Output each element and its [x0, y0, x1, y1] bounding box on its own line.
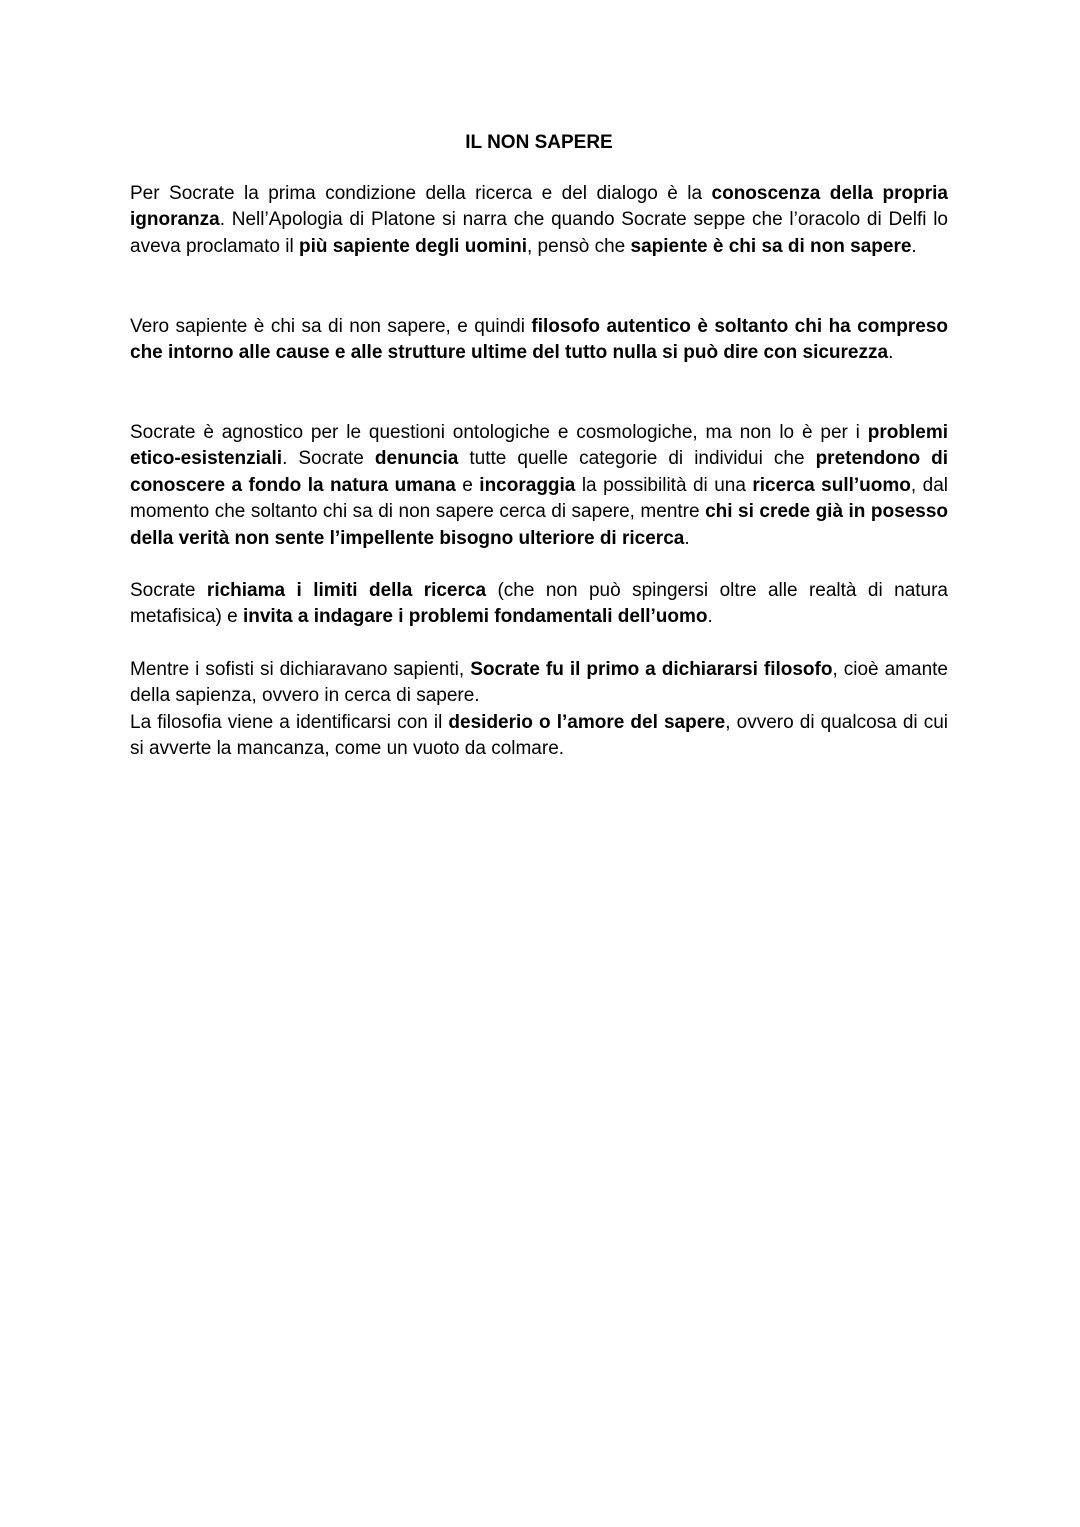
- text-run: la possibilità di una: [575, 474, 753, 496]
- text-run: . Nell’Apologia di Platone si narra che quando Socrate seppe che l’oracolo di Delfi lo aveva proclamato il: [130, 209, 948, 257]
- text-run: Socrate: [130, 580, 207, 601]
- paragraph-agnostic: [130, 420, 948, 552]
- paragraph-desire: [130, 710, 948, 763]
- document-title: IL NON SAPERE: [465, 132, 613, 153]
- bold-text-run: richiama i limiti della ricerca: [206, 580, 487, 601]
- bold-text-run: più sapiente degli uomini: [298, 235, 527, 257]
- bold-text-run: desiderio o l’amore del sapere: [448, 712, 726, 733]
- text-run: Per Socrate la prima condizione della ricerca e del dialogo è la: [130, 183, 712, 204]
- text-run: e: [455, 474, 480, 496]
- text-run: Socrate è agnostico per le questioni ontologiche e cosmologiche, ma non lo è per i: [130, 422, 868, 443]
- text-run: , ovvero di qualcosa di cui si avverte la mancanza, come un vuoto da colmare.: [130, 712, 949, 760]
- bold-text-run: sapiente è chi sa di non sapere: [630, 235, 912, 257]
- bold-text-run: pretendono di conoscere a fondo la natura umana: [130, 448, 948, 496]
- bold-text-run: denuncia: [374, 448, 459, 470]
- bold-text-run: problemi etico-esistenziali: [130, 422, 948, 470]
- text-run: Vero sapiente è chi sa di non sapere, e quindi: [130, 316, 532, 337]
- text-run: .: [888, 342, 894, 364]
- bold-text-run: filosofo autentico è soltanto chi ha compreso che intorno alle cause e alle strutture ultime del tutto nulla si può dire con sicurezza: [130, 316, 948, 364]
- bold-text-run: ricerca sull’uomo: [752, 474, 911, 496]
- text-run: .: [684, 527, 690, 549]
- paragraph-limits: [130, 578, 948, 631]
- text-run: tutte quelle categorie di individui che: [458, 448, 816, 470]
- paragraph-philosopher: [130, 657, 948, 710]
- text-run: , cioè amante della sapienza, ovvero in cerca di sapere.: [130, 659, 948, 707]
- text-run: La filosofia viene a identificarsi con il: [130, 712, 449, 733]
- text-run: . Socrate: [282, 448, 375, 470]
- bold-text-run: incoraggia: [479, 474, 576, 496]
- text-run: .: [707, 606, 713, 628]
- paragraph-ignorance: [130, 181, 948, 260]
- text-run: , pensò che: [527, 235, 631, 257]
- bold-text-run: conoscenza della propria ignoranza: [130, 183, 948, 231]
- bold-text-run: Socrate fu il primo a dichiararsi filosofo: [470, 659, 833, 680]
- text-run: Mentre i sofisti si dichiaravano sapienti,: [130, 659, 471, 680]
- text-run: , dal momento che soltanto chi sa di non sapere cerca di sapere, mentre: [130, 474, 948, 523]
- paragraph-true-wisdom: [130, 314, 948, 367]
- bold-text-run: invita a indagare i problemi fondamentali dell’uomo: [242, 606, 708, 628]
- text-run: (che non può spingersi oltre alle realtà di natura metafisica) e: [130, 580, 949, 628]
- text-run: .: [911, 235, 917, 257]
- bold-text-run: chi si crede già in posesso della verità non sente l’impellente bisogno ulteriore di ricerca: [130, 501, 948, 549]
